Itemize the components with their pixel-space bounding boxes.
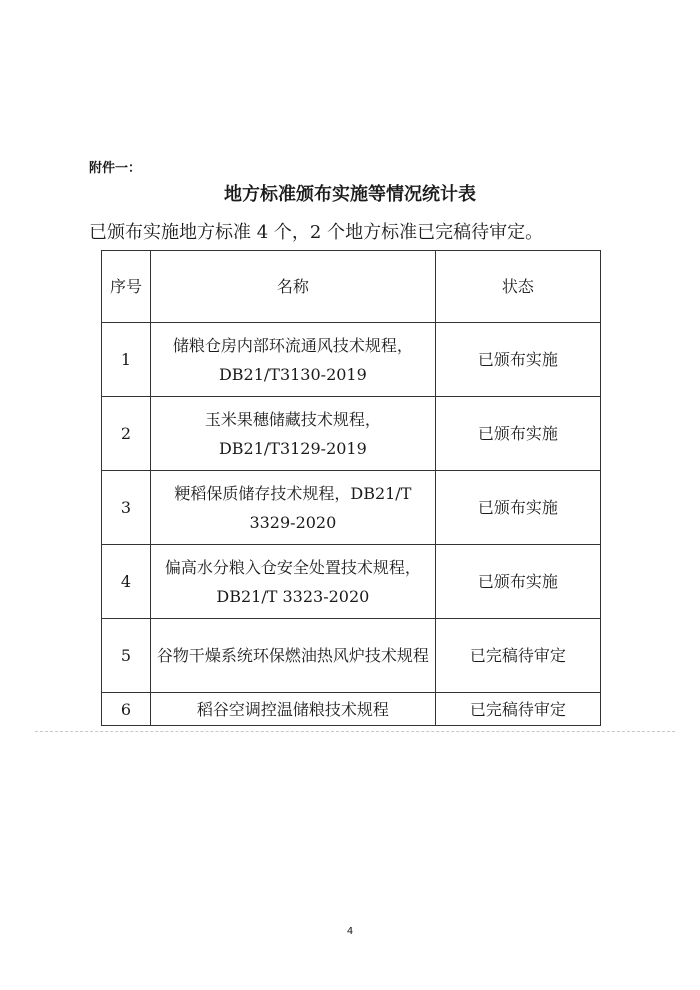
row-name: 偏高水分粮入仓安全处置技术规程，DB21/T 3323-2020 [150,545,435,619]
attachment-label: 附件一： [89,161,142,176]
row-no: 4 [102,545,151,619]
row-no: 5 [102,619,151,693]
table-row [102,545,601,619]
row-name: 玉米果穗储藏技术规程，DB21/T3129-2019 [150,397,435,471]
row-name: 稻谷空调控温储粮技术规程 [150,693,435,726]
standards-table [101,250,601,726]
page-number: 4 [346,926,354,937]
row-status: 已颁布实施 [435,323,600,397]
row-name: 谷物干燥系统环保燃油热风炉技术规程 [150,619,435,693]
intro-text: 已颁布实施地方标准 4 个，2 个地方标准已完稿待审定。 [89,222,544,243]
row-name: 储粮仓房内部环流通风技术规程，DB21/T3130-2019 [150,323,435,397]
row-status: 已完稿待审定 [435,693,600,726]
document-title: 地方标准颁布实施等情况统计表 [224,184,476,205]
row-status: 已颁布实施 [435,471,600,545]
scan-divider-line [35,731,675,732]
table-row [102,397,601,471]
header-no: 序号 [102,251,151,323]
header-status: 状态 [435,251,600,323]
table-row [102,619,601,693]
table-row [102,693,601,726]
table-header-row [102,251,601,323]
row-status: 已颁布实施 [435,545,600,619]
row-no: 6 [102,693,151,726]
row-no: 1 [102,323,151,397]
table-row [102,471,601,545]
row-status: 已完稿待审定 [435,619,600,693]
row-name: 粳稻保质储存技术规程，DB21/T 3329-2020 [150,471,435,545]
row-no: 2 [102,397,151,471]
header-name: 名称 [150,251,435,323]
row-status: 已颁布实施 [435,397,600,471]
row-no: 3 [102,471,151,545]
table-row [102,323,601,397]
